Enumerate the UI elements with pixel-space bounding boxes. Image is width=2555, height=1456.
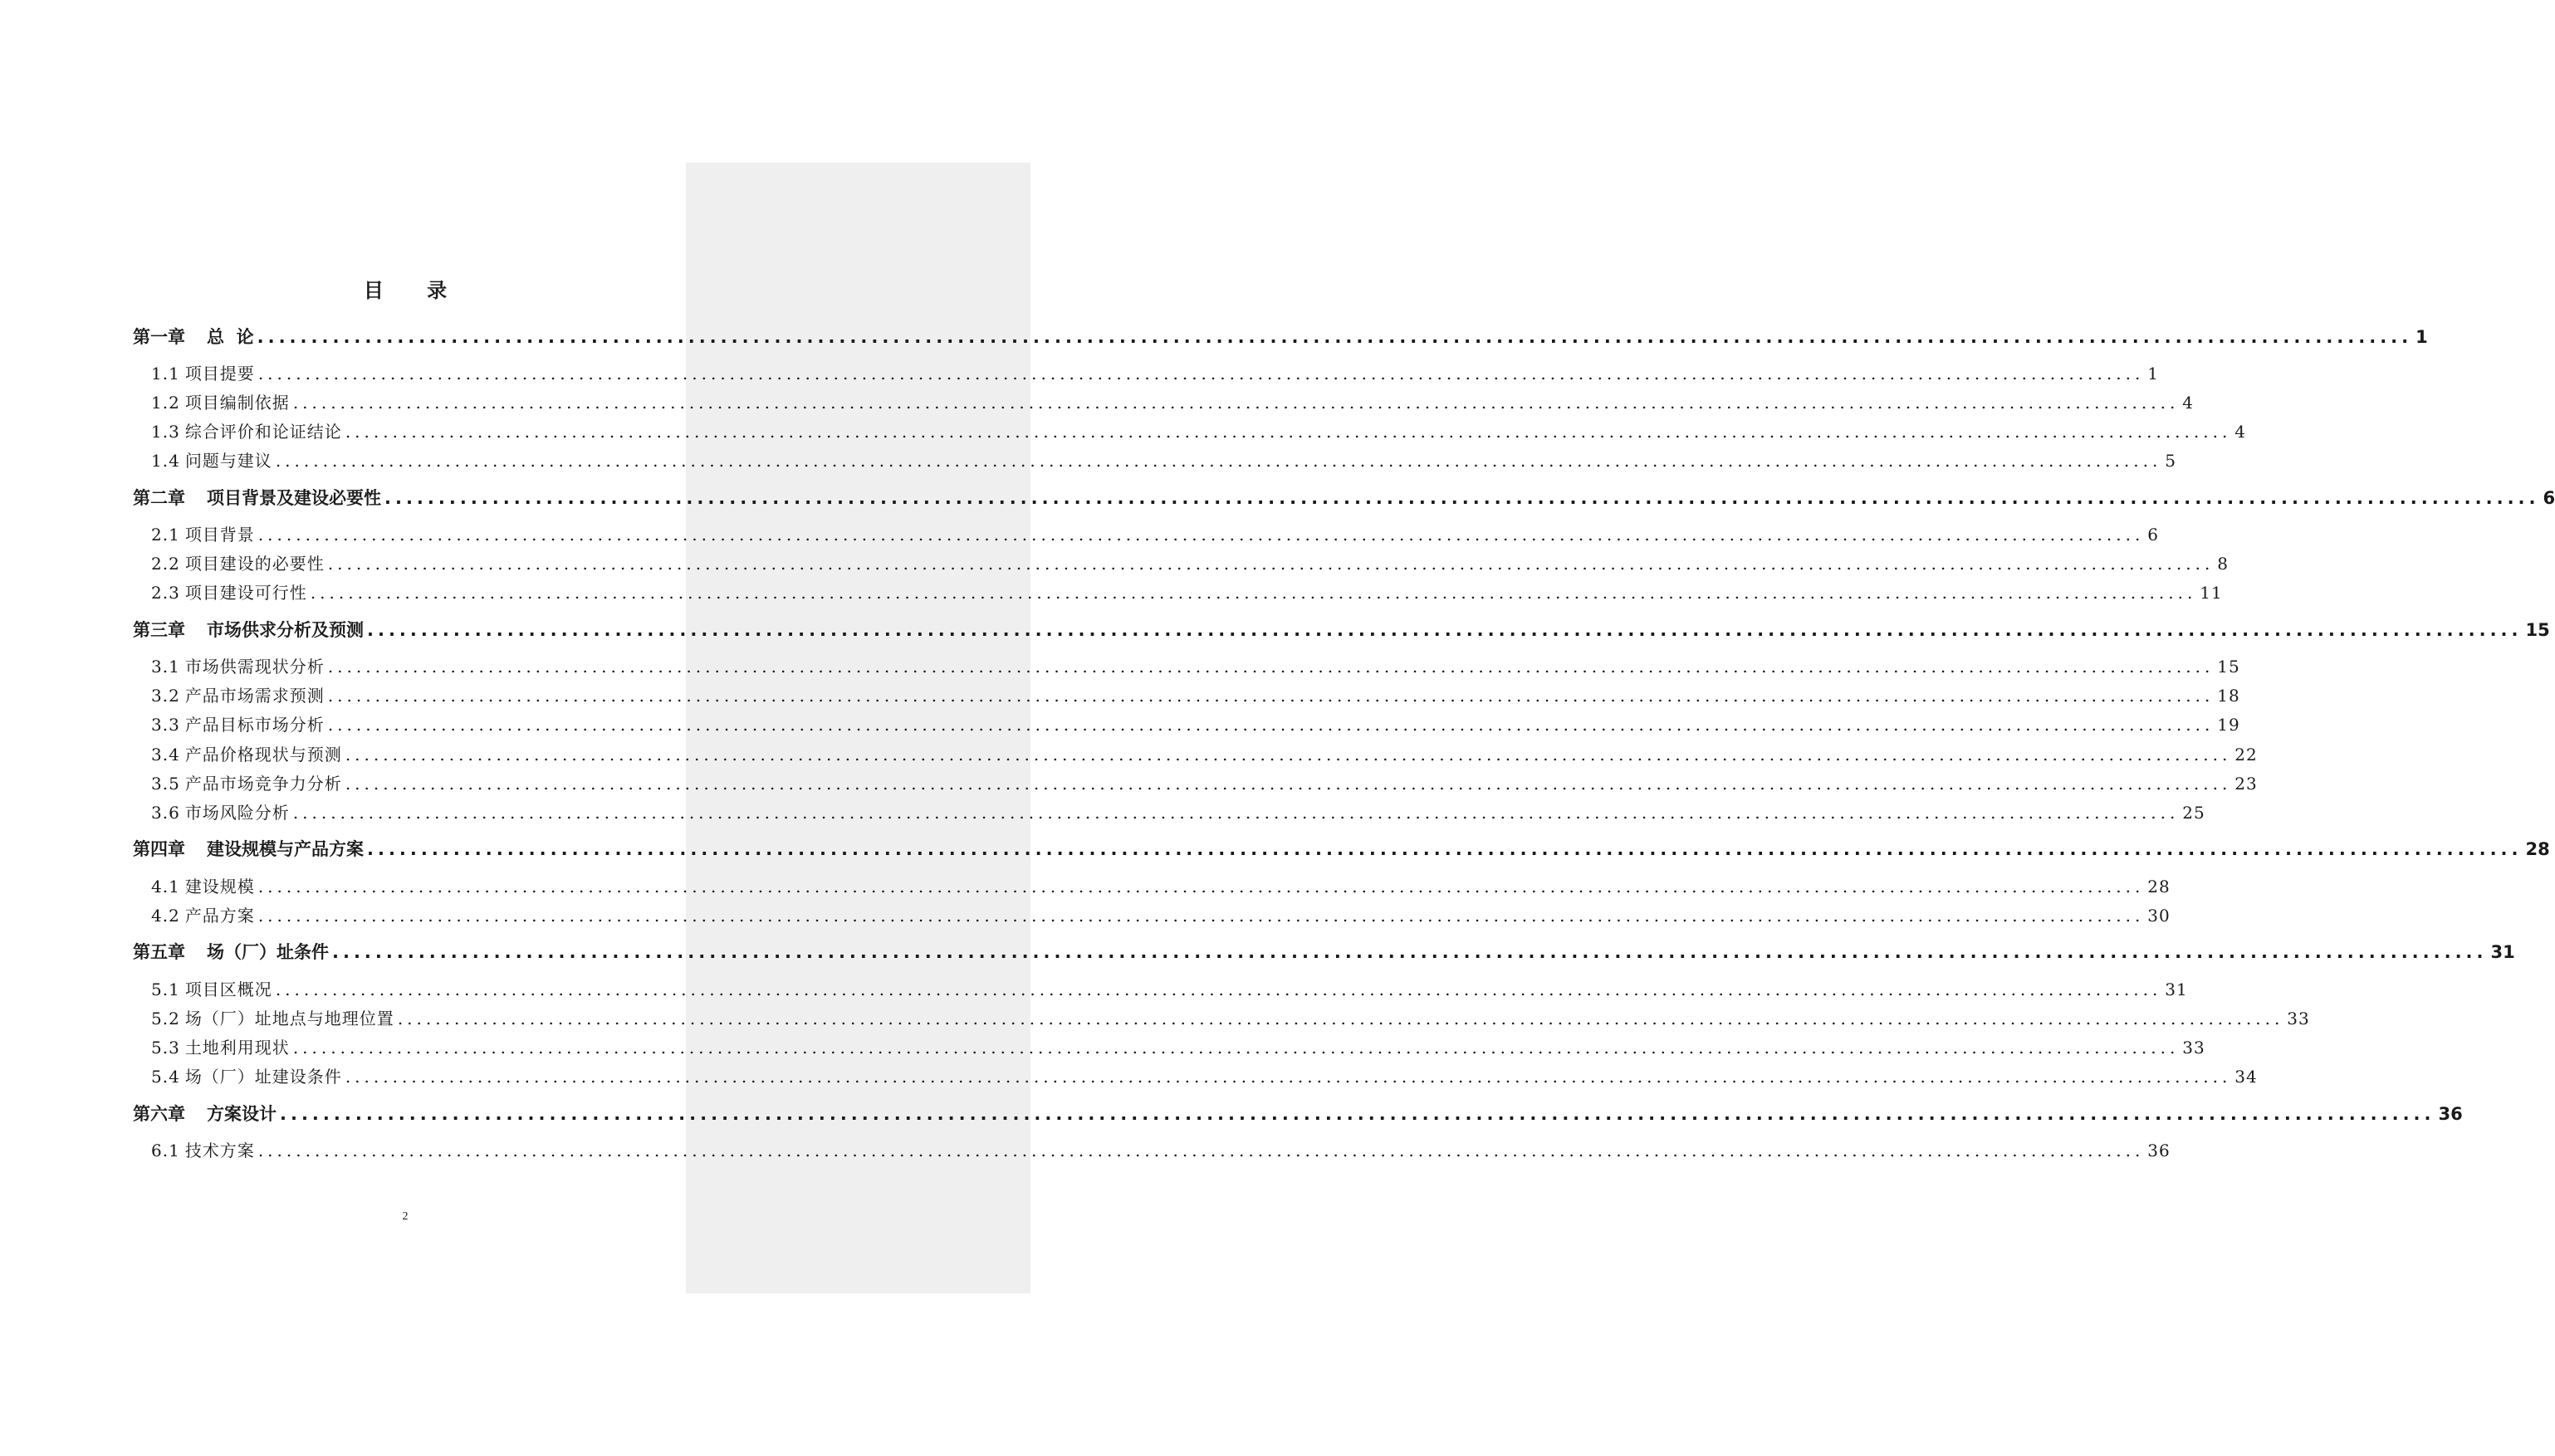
toc-dot-leader: ........................................................................................................................................................................................................ [292,393,2180,413]
toc-entry-number: 3.3 [151,715,180,735]
toc-dot-leader: ........................................................................................................................................................................................................ [367,839,2523,859]
toc-entry-text: 项目建设的必要性 [184,554,325,574]
toc-entry-page: 6 [2147,525,2160,545]
toc-chapter-entry[interactable] [133,939,2515,965]
toc-section-entry[interactable] [133,799,2205,826]
toc-chapter-entry[interactable] [133,1101,2463,1127]
toc-title: 目 录 [363,279,466,302]
toc-entry-label [151,741,342,765]
toc-entry-text: 产品价格现状与预测 [184,745,342,765]
toc-entry-text: 方案设计 [207,1104,277,1124]
toc-entry-page: 18 [2217,686,2240,706]
toc-entry-text: 产品市场竞争力分析 [184,774,342,794]
toc-entry-label [151,976,272,1000]
toc-dot-leader: ........................................................................................................................................................................................................ [275,451,2162,471]
toc-entry-text: 项目区概况 [184,980,272,999]
toc-entry-page: 11 [2200,583,2223,603]
toc-entry-page: 28 [2525,839,2550,859]
toc-section-entry[interactable] [133,360,2160,387]
toc-dot-leader: ........................................................................................................................................................................................................ [345,1067,2232,1087]
toc-entry-page: 25 [2182,803,2205,823]
toc-entry-number: 5.4 [151,1067,180,1087]
toc-entry-label [133,939,329,964]
toc-entry-label [151,1005,394,1029]
toc-entry-text: 土地利用现状 [184,1038,290,1058]
toc-dot-leader: ........................................................................................................................................................................................................ [327,715,2215,735]
toc-entry-page: 8 [2217,554,2230,574]
toc-dot-leader: ........................................................................................................................................................................................................ [275,980,2162,999]
toc-section-entry[interactable] [133,976,2188,1003]
toc-section-entry[interactable] [133,1005,2310,1032]
toc-entry-text: 产品市场需求预测 [184,686,325,706]
toc-entry-label [133,324,254,349]
toc-entry-label [151,653,325,677]
toc-dot-leader: ........................................................................................................................................................................................................ [397,1009,2284,1028]
toc-entry-text: 产品方案 [184,906,255,926]
toc-chapter-entry[interactable] [133,836,2550,862]
toc-entry-number: 4.2 [151,906,180,926]
toc-dot-leader: ........................................................................................................................................................................................................ [257,877,2145,897]
toc-entry-number: 第六章 [133,1104,185,1124]
toc-section-entry[interactable] [133,902,2171,929]
toc-entry-number: 3.4 [151,745,180,765]
toc-section-entry[interactable] [133,873,2171,900]
toc-entry-label [151,1034,290,1058]
toc-entry-number: 1.4 [151,451,180,471]
page-number: 2 [402,1210,409,1223]
toc-dot-leader: ........................................................................................................................................................................................................ [310,583,2197,603]
toc-entry-label [133,617,364,642]
toc-entry-label [151,770,342,794]
toc-entry-label [133,485,381,510]
toc-section-entry[interactable] [133,1034,2205,1061]
toc-dot-leader: ........................................................................................................................................................................................................ [257,525,2145,545]
toc-section-entry[interactable] [133,521,2160,548]
toc-section-entry[interactable] [133,389,2195,416]
toc-section-entry[interactable] [133,1137,2171,1164]
toc-entry-number: 5.3 [151,1038,180,1058]
toc-dot-leader: ........................................................................................................................................................................................................ [327,686,2215,706]
toc-entry-text: 项目背景 [184,525,255,545]
toc-entry-text: 建设规模 [184,877,255,897]
toc-section-entry[interactable] [133,579,2223,606]
toc-entry-number: 第二章 [133,488,185,508]
toc-section-entry[interactable] [133,711,2240,738]
toc-entry-text: 项目背景及建设必要性 [207,488,381,508]
toc-dot-leader: ........................................................................................................................................................................................................ [345,422,2232,442]
toc-entry-page: 36 [2147,1141,2171,1160]
toc-entry-label [151,418,342,442]
toc-entry-page: 5 [2165,451,2177,471]
toc-entry-page: 30 [2147,906,2171,926]
toc-entry-page: 4 [2234,422,2247,442]
toc-entry-number: 第五章 [133,942,185,962]
toc-entry-text: 项目建设可行性 [184,583,307,603]
toc-entry-text: 总 论 [207,327,254,347]
toc-entry-page: 22 [2234,745,2258,765]
toc-chapter-entry[interactable] [133,324,2428,350]
toc-entry-page: 15 [2525,620,2550,640]
toc-section-entry[interactable] [133,770,2258,797]
toc-entry-label [151,1137,255,1161]
toc-section-entry[interactable] [133,418,2247,445]
toc-entry-number: 第三章 [133,620,185,640]
toc-entry-page: 19 [2217,715,2240,735]
toc-section-entry[interactable] [133,653,2240,680]
toc-entry-label [151,711,325,735]
toc-entry-number: 6.1 [151,1141,180,1160]
toc-entry-number: 3.2 [151,686,180,706]
toc-dot-leader: ........................................................................................................................................................................................................ [257,906,2145,926]
toc-entry-page: 28 [2147,877,2171,897]
toc-entry-number: 4.1 [151,877,180,897]
toc-entry-label [151,521,255,545]
toc-section-entry[interactable] [133,550,2230,577]
toc-dot-leader: ........................................................................................................................................................................................................ [327,657,2215,677]
toc-entry-text: 场（厂）址地点与地理位置 [184,1009,394,1028]
toc-entry-page: 23 [2234,774,2258,794]
toc-entry-label [151,682,325,706]
toc-entry-number: 2.1 [151,525,180,545]
toc-dot-leader: ........................................................................................................................................................................................................ [327,554,2215,574]
toc-entry-page: 4 [2182,393,2195,413]
toc-chapter-entry[interactable] [133,485,2555,511]
toc-dot-leader: ........................................................................................................................................................................................................ [384,488,2540,508]
toc-entry-number: 3.5 [151,774,180,794]
toc-entry-label [151,550,325,574]
toc-entry-text: 综合评价和论证结论 [184,422,342,442]
toc-entry-page: 33 [2287,1009,2310,1028]
toc-dot-leader: ........................................................................................................................................................................................................ [332,942,2488,962]
toc-entry-text: 技术方案 [184,1141,255,1160]
toc-entry-number: 3.1 [151,657,180,677]
toc-entry-number: 3.6 [151,803,180,823]
toc-entry-label [151,873,255,897]
toc-entry-text: 项目编制依据 [184,393,290,413]
toc-entry-number: 1.1 [151,364,180,384]
toc-entry-label [151,579,307,603]
toc-entry-number: 第一章 [133,327,185,347]
toc-entry-page: 31 [2490,942,2515,962]
toc-entry-number: 1.2 [151,393,180,413]
toc-section-entry[interactable] [133,447,2177,474]
toc-entry-number: 1.3 [151,422,180,442]
toc-entry-text: 产品目标市场分析 [184,715,325,735]
toc-entry-number: 5.1 [151,980,180,999]
toc-entry-text: 建设规模与产品方案 [207,839,364,859]
toc-entry-text: 项目提要 [184,364,255,384]
toc-entry-label [151,799,290,823]
toc-entry-page: 33 [2182,1038,2205,1058]
toc-dot-leader: ........................................................................................................................................................................................................ [257,327,2413,347]
toc-entry-page: 1 [2416,327,2428,347]
toc-entry-number: 第四章 [133,839,185,859]
toc-entry-number: 5.2 [151,1009,180,1028]
toc-entry-label [151,389,290,413]
toc-entry-label [151,1063,342,1087]
toc-dot-leader: ........................................................................................................................................................................................................ [345,774,2232,794]
toc-entry-page: 1 [2147,364,2160,384]
toc-entry-text: 问题与建议 [184,451,272,471]
toc-entry-page: 6 [2543,488,2555,508]
toc-section-entry[interactable] [133,1063,2258,1090]
toc-entry-text: 场（厂）址建设条件 [184,1067,342,1087]
toc-entry-page: 36 [2438,1104,2463,1124]
toc-section-entry[interactable] [133,682,2240,709]
toc-section-entry[interactable] [133,741,2258,768]
toc-entry-label [133,836,364,861]
toc-entry-text: 市场供求分析及预测 [207,620,364,640]
toc-entry-number: 2.3 [151,583,180,603]
toc-dot-leader: ........................................................................................................................................................................................................ [367,620,2523,640]
toc-dot-leader: ........................................................................................................................................................................................................ [280,1104,2435,1124]
toc-entry-page: 31 [2165,980,2188,999]
toc-entry-label [133,1101,277,1126]
toc-dot-leader: ........................................................................................................................................................................................................ [292,1038,2180,1058]
toc-entry-page: 34 [2234,1067,2258,1087]
toc-dot-leader: ........................................................................................................................................................................................................ [257,1141,2145,1160]
toc-dot-leader: ........................................................................................................................................................................................................ [257,364,2145,384]
toc-entry-label [151,902,255,926]
toc-dot-leader: ........................................................................................................................................................................................................ [345,745,2232,765]
toc-entry-page: 15 [2217,657,2240,677]
toc-entry-text: 市场风险分析 [184,803,290,823]
toc-entry-text: 市场供需现状分析 [184,657,325,677]
toc-dot-leader: ........................................................................................................................................................................................................ [292,803,2180,823]
toc-entry-text: 场（厂）址条件 [207,942,329,962]
toc-chapter-entry[interactable] [133,617,2550,643]
toc-entry-number: 2.2 [151,554,180,574]
toc-entry-label [151,447,272,471]
toc-entry-label [151,360,255,384]
